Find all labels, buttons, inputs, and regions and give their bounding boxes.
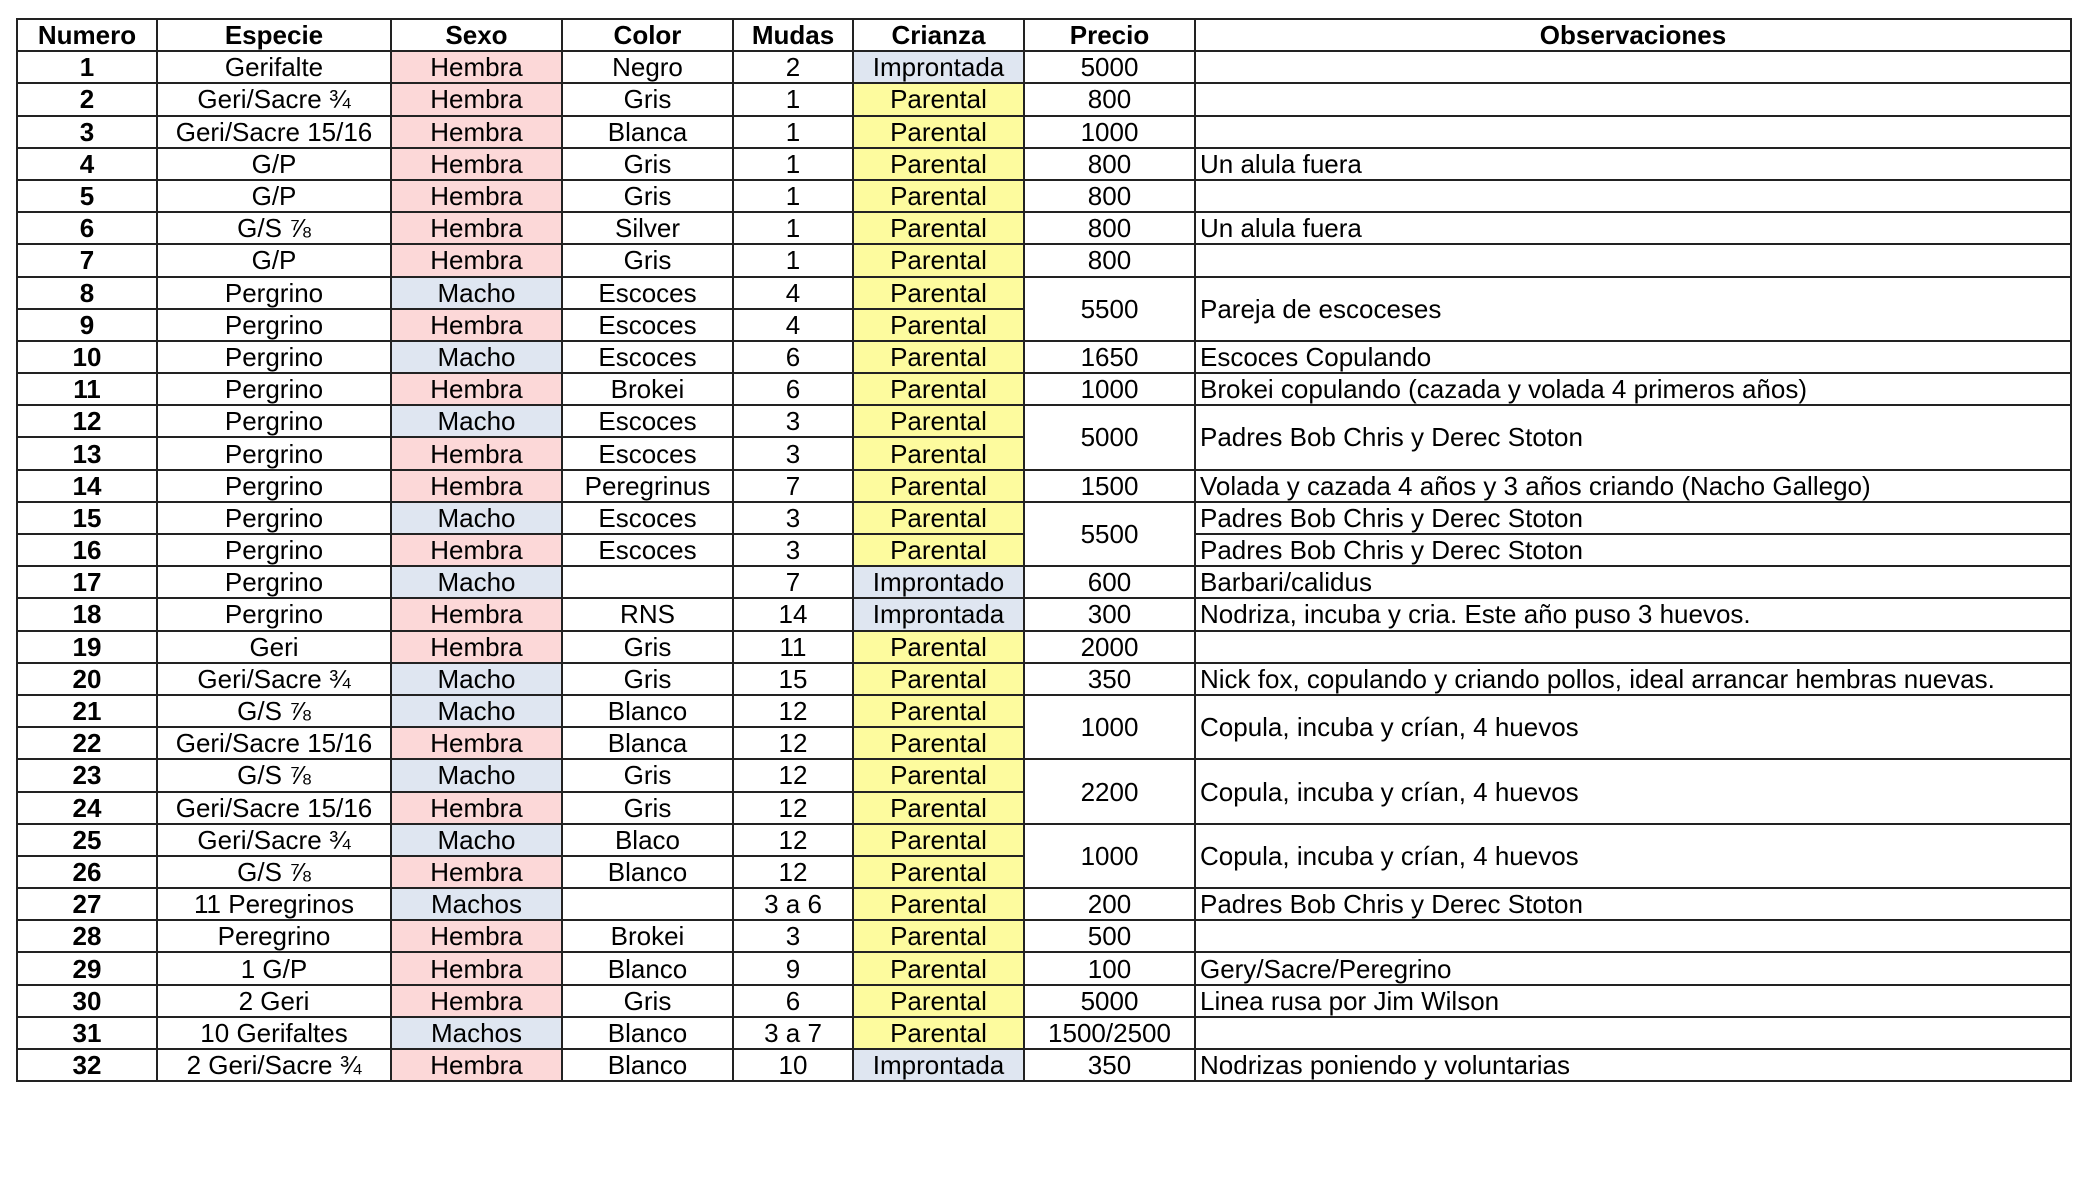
- cell-mudas: 3: [733, 502, 853, 534]
- cell-numero: 10: [17, 341, 157, 373]
- cell-sexo: Macho: [391, 663, 562, 695]
- cell-especie: Geri/Sacre ¾: [157, 663, 391, 695]
- cell-sexo: Hembra: [391, 309, 562, 341]
- cell-observaciones: Gery/Sacre/Peregrino: [1195, 952, 2071, 984]
- cell-sexo: Hembra: [391, 116, 562, 148]
- cell-color: Escoces: [562, 502, 733, 534]
- cell-crianza: Parental: [853, 856, 1024, 888]
- cell-crianza: Parental: [853, 824, 1024, 856]
- cell-mudas: 15: [733, 663, 853, 695]
- table-row: [17, 148, 2071, 180]
- cell-mudas: 9: [733, 952, 853, 984]
- cell-precio: 1000: [1024, 373, 1195, 405]
- cell-crianza: Parental: [853, 405, 1024, 437]
- cell-numero: 16: [17, 534, 157, 566]
- header-color: Color: [562, 19, 733, 51]
- cell-especie: Geri/Sacre 15/16: [157, 727, 391, 759]
- cell-numero: 18: [17, 598, 157, 630]
- cell-sexo: Hembra: [391, 437, 562, 469]
- cell-observaciones: Volada y cazada 4 años y 3 años criando (Nacho Gallego): [1195, 470, 2071, 502]
- cell-crianza: Parental: [853, 534, 1024, 566]
- cell-numero: 28: [17, 920, 157, 952]
- cell-numero: 1: [17, 51, 157, 83]
- cell-crianza: Parental: [853, 759, 1024, 791]
- cell-mudas: 3: [733, 920, 853, 952]
- cell-especie: G/P: [157, 180, 391, 212]
- cell-color: Peregrinus: [562, 470, 733, 502]
- cell-mudas: 4: [733, 277, 853, 309]
- cell-numero: 29: [17, 952, 157, 984]
- cell-mudas: 12: [733, 695, 853, 727]
- cell-precio: 1500: [1024, 470, 1195, 502]
- cell-mudas: 3: [733, 534, 853, 566]
- cell-mudas: 3: [733, 405, 853, 437]
- cell-observaciones: Un alula fuera: [1195, 148, 2071, 180]
- cell-precio: 300: [1024, 598, 1195, 630]
- cell-sexo: Hembra: [391, 631, 562, 663]
- cell-crianza: Parental: [853, 180, 1024, 212]
- cell-numero: 8: [17, 277, 157, 309]
- cell-crianza: Parental: [853, 502, 1024, 534]
- cell-observaciones: Copula, incuba y crían, 4 huevos: [1195, 695, 2071, 759]
- cell-precio: 800: [1024, 148, 1195, 180]
- table-row: [17, 180, 2071, 212]
- cell-numero: 22: [17, 727, 157, 759]
- cell-observaciones: Padres Bob Chris y Derec Stoton: [1195, 534, 2071, 566]
- cell-color: [562, 888, 733, 920]
- cell-color: Gris: [562, 631, 733, 663]
- cell-precio: 100: [1024, 952, 1195, 984]
- table-row: [17, 1017, 2071, 1049]
- cell-crianza: Improntada: [853, 1049, 1024, 1081]
- cell-observaciones: Nick fox, copulando y criando pollos, ideal arrancar hembras nuevas.: [1195, 663, 2071, 695]
- cell-sexo: Hembra: [391, 727, 562, 759]
- cell-observaciones: [1195, 631, 2071, 663]
- cell-numero: 32: [17, 1049, 157, 1081]
- cell-crianza: Parental: [853, 792, 1024, 824]
- cell-observaciones: [1195, 244, 2071, 276]
- cell-color: Escoces: [562, 277, 733, 309]
- cell-especie: Pergrino: [157, 373, 391, 405]
- cell-mudas: 1: [733, 148, 853, 180]
- cell-precio: 5500: [1024, 502, 1195, 566]
- cell-observaciones: Copula, incuba y crían, 4 huevos: [1195, 759, 2071, 823]
- cell-especie: G/S ⅞: [157, 856, 391, 888]
- cell-especie: 10 Gerifaltes: [157, 1017, 391, 1049]
- cell-color: Gris: [562, 83, 733, 115]
- cell-crianza: Parental: [853, 631, 1024, 663]
- cell-precio: 800: [1024, 180, 1195, 212]
- cell-sexo: Hembra: [391, 51, 562, 83]
- header-precio: Precio: [1024, 19, 1195, 51]
- cell-mudas: 1: [733, 180, 853, 212]
- cell-sexo: Macho: [391, 502, 562, 534]
- cell-mudas: 12: [733, 856, 853, 888]
- cell-especie: G/P: [157, 244, 391, 276]
- cell-crianza: Parental: [853, 1017, 1024, 1049]
- cell-numero: 11: [17, 373, 157, 405]
- cell-precio: 2200: [1024, 759, 1195, 823]
- cell-sexo: Macho: [391, 824, 562, 856]
- table-row: [17, 631, 2071, 663]
- cell-numero: 24: [17, 792, 157, 824]
- table-body: [17, 51, 2071, 1081]
- cell-sexo: Hembra: [391, 598, 562, 630]
- cell-color: RNS: [562, 598, 733, 630]
- cell-color: Blanco: [562, 952, 733, 984]
- cell-crianza: Parental: [853, 148, 1024, 180]
- cell-crianza: Parental: [853, 373, 1024, 405]
- cell-mudas: 12: [733, 727, 853, 759]
- cell-observaciones: Pareja de escoceses: [1195, 277, 2071, 341]
- cell-numero: 6: [17, 212, 157, 244]
- cell-numero: 12: [17, 405, 157, 437]
- cell-mudas: 10: [733, 1049, 853, 1081]
- table-row: [17, 405, 2071, 437]
- cell-crianza: Parental: [853, 952, 1024, 984]
- cell-observaciones: Nodriza, incuba y cria. Este año puso 3 huevos.: [1195, 598, 2071, 630]
- cell-especie: Pergrino: [157, 277, 391, 309]
- cell-numero: 14: [17, 470, 157, 502]
- cell-crianza: Parental: [853, 985, 1024, 1017]
- cell-especie: 2 Geri/Sacre ¾: [157, 1049, 391, 1081]
- cell-especie: Pergrino: [157, 566, 391, 598]
- table-row: [17, 470, 2071, 502]
- header-sexo: Sexo: [391, 19, 562, 51]
- cell-sexo: Hembra: [391, 985, 562, 1017]
- cell-mudas: 3 a 6: [733, 888, 853, 920]
- cell-sexo: Hembra: [391, 470, 562, 502]
- cell-color: Gris: [562, 244, 733, 276]
- cell-observaciones: Padres Bob Chris y Derec Stoton: [1195, 405, 2071, 469]
- header-especie: Especie: [157, 19, 391, 51]
- cell-numero: 3: [17, 116, 157, 148]
- cell-especie: 11 Peregrinos: [157, 888, 391, 920]
- table-row: [17, 212, 2071, 244]
- cell-color: Blanca: [562, 116, 733, 148]
- cell-precio: 200: [1024, 888, 1195, 920]
- cell-crianza: Parental: [853, 920, 1024, 952]
- cell-observaciones: [1195, 920, 2071, 952]
- cell-mudas: 1: [733, 116, 853, 148]
- cell-mudas: 12: [733, 792, 853, 824]
- cell-sexo: Macho: [391, 759, 562, 791]
- cell-crianza: Improntada: [853, 598, 1024, 630]
- cell-numero: 15: [17, 502, 157, 534]
- table-row: [17, 888, 2071, 920]
- cell-numero: 19: [17, 631, 157, 663]
- cell-crianza: Parental: [853, 695, 1024, 727]
- cell-observaciones: [1195, 1017, 2071, 1049]
- cell-sexo: Machos: [391, 888, 562, 920]
- cell-observaciones: Escoces Copulando: [1195, 341, 2071, 373]
- cell-crianza: Improntado: [853, 566, 1024, 598]
- cell-color: Brokei: [562, 373, 733, 405]
- cell-color: [562, 566, 733, 598]
- cell-sexo: Hembra: [391, 534, 562, 566]
- cell-observaciones: [1195, 51, 2071, 83]
- cell-sexo: Hembra: [391, 373, 562, 405]
- cell-precio: 1650: [1024, 341, 1195, 373]
- cell-sexo: Hembra: [391, 148, 562, 180]
- cell-observaciones: Brokei copulando (cazada y volada 4 primeros años): [1195, 373, 2071, 405]
- table-row: [17, 952, 2071, 984]
- cell-precio: 1000: [1024, 116, 1195, 148]
- cell-color: Blanco: [562, 856, 733, 888]
- cell-mudas: 11: [733, 631, 853, 663]
- cell-mudas: 3 a 7: [733, 1017, 853, 1049]
- cell-color: Escoces: [562, 534, 733, 566]
- cell-numero: 2: [17, 83, 157, 115]
- cell-numero: 4: [17, 148, 157, 180]
- cell-sexo: Hembra: [391, 856, 562, 888]
- cell-mudas: 1: [733, 244, 853, 276]
- cell-numero: 13: [17, 437, 157, 469]
- cell-precio: 800: [1024, 244, 1195, 276]
- table-row: [17, 116, 2071, 148]
- cell-numero: 30: [17, 985, 157, 1017]
- cell-color: Gris: [562, 792, 733, 824]
- cell-observaciones: Padres Bob Chris y Derec Stoton: [1195, 502, 2071, 534]
- cell-crianza: Parental: [853, 277, 1024, 309]
- cell-especie: G/S ⅞: [157, 212, 391, 244]
- table-row: [17, 502, 2071, 534]
- cell-observaciones: Un alula fuera: [1195, 212, 2071, 244]
- cell-precio: 500: [1024, 920, 1195, 952]
- cell-mudas: 14: [733, 598, 853, 630]
- cell-color: Negro: [562, 51, 733, 83]
- cell-color: Blaco: [562, 824, 733, 856]
- cell-observaciones: Padres Bob Chris y Derec Stoton: [1195, 888, 2071, 920]
- cell-numero: 25: [17, 824, 157, 856]
- cell-precio: 5000: [1024, 51, 1195, 83]
- cell-observaciones: Nodrizas poniendo y voluntarias: [1195, 1049, 2071, 1081]
- cell-observaciones: [1195, 180, 2071, 212]
- cell-crianza: Parental: [853, 83, 1024, 115]
- cell-crianza: Parental: [853, 727, 1024, 759]
- cell-especie: Geri/Sacre 15/16: [157, 116, 391, 148]
- cell-observaciones: [1195, 116, 2071, 148]
- table-row: [17, 244, 2071, 276]
- table-row: [17, 566, 2071, 598]
- cell-crianza: Parental: [853, 663, 1024, 695]
- cell-especie: Gerifalte: [157, 51, 391, 83]
- cell-color: Blanco: [562, 1049, 733, 1081]
- cell-color: Blanco: [562, 695, 733, 727]
- cell-numero: 7: [17, 244, 157, 276]
- header-crianza: Crianza: [853, 19, 1024, 51]
- cell-numero: 17: [17, 566, 157, 598]
- cell-color: Gris: [562, 985, 733, 1017]
- cell-precio: 5000: [1024, 985, 1195, 1017]
- cell-sexo: Macho: [391, 405, 562, 437]
- cell-especie: Geri/Sacre ¾: [157, 83, 391, 115]
- table-row: [17, 759, 2071, 791]
- cell-numero: 9: [17, 309, 157, 341]
- header-observaciones: Observaciones: [1195, 19, 2071, 51]
- table-row: [17, 83, 2071, 115]
- cell-especie: Pergrino: [157, 470, 391, 502]
- table-row: [17, 277, 2071, 309]
- cell-crianza: Parental: [853, 309, 1024, 341]
- cell-especie: Pergrino: [157, 309, 391, 341]
- falcon-inventory-table: [16, 18, 2072, 1082]
- cell-color: Silver: [562, 212, 733, 244]
- cell-observaciones: Copula, incuba y crían, 4 huevos: [1195, 824, 2071, 888]
- cell-crianza: Parental: [853, 437, 1024, 469]
- table-row: [17, 920, 2071, 952]
- cell-especie: G/S ⅞: [157, 695, 391, 727]
- cell-especie: Pergrino: [157, 534, 391, 566]
- table-row: [17, 663, 2071, 695]
- table-row: [17, 598, 2071, 630]
- cell-color: Escoces: [562, 405, 733, 437]
- cell-mudas: 6: [733, 985, 853, 1017]
- cell-sexo: Hembra: [391, 212, 562, 244]
- cell-precio: 600: [1024, 566, 1195, 598]
- cell-color: Escoces: [562, 341, 733, 373]
- cell-especie: Geri/Sacre 15/16: [157, 792, 391, 824]
- cell-sexo: Macho: [391, 341, 562, 373]
- cell-sexo: Hembra: [391, 83, 562, 115]
- cell-numero: 21: [17, 695, 157, 727]
- cell-numero: 27: [17, 888, 157, 920]
- cell-sexo: Hembra: [391, 244, 562, 276]
- cell-especie: G/P: [157, 148, 391, 180]
- cell-especie: 1 G/P: [157, 952, 391, 984]
- table-row: [17, 373, 2071, 405]
- cell-precio: 1000: [1024, 824, 1195, 888]
- cell-mudas: 7: [733, 566, 853, 598]
- cell-numero: 31: [17, 1017, 157, 1049]
- table-row: [17, 985, 2071, 1017]
- cell-especie: Geri: [157, 631, 391, 663]
- cell-mudas: 4: [733, 309, 853, 341]
- cell-precio: 1500/2500: [1024, 1017, 1195, 1049]
- table-row: [17, 341, 2071, 373]
- cell-sexo: Hembra: [391, 920, 562, 952]
- cell-mudas: 1: [733, 212, 853, 244]
- cell-especie: Geri/Sacre ¾: [157, 824, 391, 856]
- cell-especie: Pergrino: [157, 598, 391, 630]
- cell-color: Gris: [562, 663, 733, 695]
- cell-sexo: Hembra: [391, 952, 562, 984]
- cell-sexo: Macho: [391, 566, 562, 598]
- header-mudas: Mudas: [733, 19, 853, 51]
- cell-sexo: Hembra: [391, 792, 562, 824]
- cell-color: Gris: [562, 759, 733, 791]
- cell-especie: 2 Geri: [157, 985, 391, 1017]
- cell-precio: 2000: [1024, 631, 1195, 663]
- cell-precio: 800: [1024, 212, 1195, 244]
- cell-sexo: Hembra: [391, 180, 562, 212]
- cell-precio: 5000: [1024, 405, 1195, 469]
- cell-especie: Pergrino: [157, 437, 391, 469]
- cell-precio: 800: [1024, 83, 1195, 115]
- cell-precio: 350: [1024, 663, 1195, 695]
- cell-especie: Pergrino: [157, 341, 391, 373]
- cell-sexo: Hembra: [391, 1049, 562, 1081]
- table-row: [17, 695, 2071, 727]
- cell-color: Gris: [562, 180, 733, 212]
- cell-sexo: Macho: [391, 277, 562, 309]
- cell-crianza: Improntada: [853, 51, 1024, 83]
- cell-color: Escoces: [562, 437, 733, 469]
- cell-mudas: 1: [733, 83, 853, 115]
- cell-mudas: 12: [733, 824, 853, 856]
- cell-crianza: Parental: [853, 244, 1024, 276]
- cell-especie: Pergrino: [157, 502, 391, 534]
- cell-observaciones: Linea rusa por Jim Wilson: [1195, 985, 2071, 1017]
- cell-crianza: Parental: [853, 116, 1024, 148]
- cell-especie: G/S ⅞: [157, 759, 391, 791]
- cell-color: Gris: [562, 148, 733, 180]
- header-row: [17, 19, 2071, 51]
- cell-precio: 5500: [1024, 277, 1195, 341]
- cell-color: Blanca: [562, 727, 733, 759]
- cell-color: Brokei: [562, 920, 733, 952]
- cell-crianza: Parental: [853, 888, 1024, 920]
- header-numero: Numero: [17, 19, 157, 51]
- cell-numero: 20: [17, 663, 157, 695]
- cell-crianza: Parental: [853, 212, 1024, 244]
- cell-mudas: 6: [733, 373, 853, 405]
- cell-especie: Pergrino: [157, 405, 391, 437]
- cell-mudas: 7: [733, 470, 853, 502]
- cell-mudas: 12: [733, 759, 853, 791]
- cell-crianza: Parental: [853, 341, 1024, 373]
- cell-crianza: Parental: [853, 470, 1024, 502]
- cell-sexo: Macho: [391, 695, 562, 727]
- cell-observaciones: [1195, 83, 2071, 115]
- cell-color: Blanco: [562, 1017, 733, 1049]
- cell-color: Escoces: [562, 309, 733, 341]
- cell-precio: 350: [1024, 1049, 1195, 1081]
- cell-sexo: Machos: [391, 1017, 562, 1049]
- table-row: [17, 51, 2071, 83]
- cell-numero: 5: [17, 180, 157, 212]
- table-row: [17, 1049, 2071, 1081]
- cell-numero: 26: [17, 856, 157, 888]
- cell-mudas: 2: [733, 51, 853, 83]
- table-row: [17, 824, 2071, 856]
- cell-observaciones: Barbari/calidus: [1195, 566, 2071, 598]
- cell-precio: 1000: [1024, 695, 1195, 759]
- cell-mudas: 3: [733, 437, 853, 469]
- cell-especie: Peregrino: [157, 920, 391, 952]
- cell-mudas: 6: [733, 341, 853, 373]
- cell-numero: 23: [17, 759, 157, 791]
